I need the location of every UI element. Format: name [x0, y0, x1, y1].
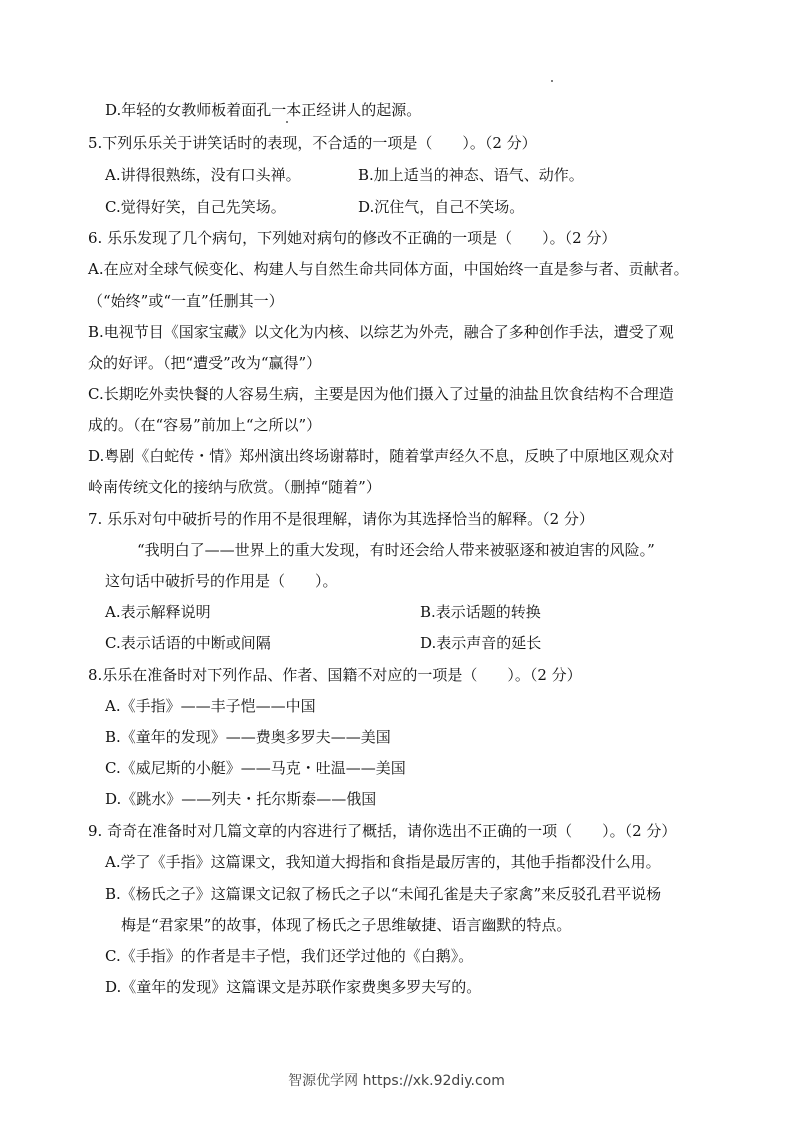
q6-stem: 6. 乐乐发现了几个病句，下列她对病句的修改不正确的一项是（ ）。（2 分） [88, 229, 617, 247]
q4-option-d: D.年轻的女教师板着面孔一本正经讲人的起源。 [105, 101, 422, 119]
q7-sub-question: 这句话中破折号的作用是（ ）。 [105, 572, 338, 590]
q8-option-b: B.《童年的发现》——费奥多罗夫——美国 [105, 728, 391, 746]
q9-stem: 9. 奇奇在准备时对几篇文章的内容进行了概括，请你选出不正确的一项（ ）。（2 分） [88, 822, 677, 840]
q7-option-c: C.表示话语的中断或间隔 [105, 634, 271, 652]
q8-option-d: D.《跳水》——列夫・托尔斯泰——俄国 [105, 790, 377, 808]
q5-stem: 5.下列乐乐关于讲笑话时的表现，不合适的一项是（ ）。（2 分） [88, 134, 537, 152]
q6-option-a-line1: A.在应对全球气候变化、构建人与自然生命共同体方面，中国始终一直是参与者、贡献者。 [88, 260, 689, 278]
q7-stem: 7. 乐乐对句中破折号的作用不是很理解，请你为其选择恰当的解释。（2 分） [88, 510, 594, 528]
q9-option-d: D.《童年的发现》这篇课文是苏联作家费奥多罗夫写的。 [105, 978, 482, 996]
q9-option-c: C.《手指》的作者是丰子恺，我们还学过他的《白鹅》。 [105, 947, 474, 965]
q5-option-b: B.加上适当的神态、语气、动作。 [358, 166, 584, 184]
q6-option-a-line2: （“始终”或“一直”任删其一） [88, 292, 284, 310]
q8-stem: 8.乐乐在准备时对下列作品、作者、国籍不对应的一项是（ ）。（2 分） [88, 666, 582, 684]
q6-option-c-line1: C.长期吃外卖快餐的人容易生病，主要是因为他们摄入了过量的油盐且饮食结构不合理造 [88, 385, 674, 403]
q6-option-d-line2: 岭南传统文化的接纳与欣赏。（删掉“随着”） [88, 478, 381, 496]
scan-speck [551, 80, 553, 82]
footer-watermark: 智源优学网 https://xk.92diy.com [288, 1073, 505, 1089]
q5-option-a: A.讲得很熟练，没有口头禅。 [105, 166, 301, 184]
scan-speck [286, 121, 288, 123]
q6-option-b-line1: B.电视节目《国家宝藏》以文化为内核、以综艺为外壳，融合了多种创作手法，遭受了观 [88, 323, 674, 341]
q9-option-b-line1: B.《杨氏之子》这篇课文记叙了杨氏之子以“未闻孔雀是夫子家禽”来反驳孔君平说杨 [105, 885, 662, 903]
q7-quote: “我明白了——世界上的重大发现，有时还会给人带来被驱逐和被迫害的风险。” [137, 541, 655, 559]
q9-option-b-line2: 梅是“君家果”的故事，体现了杨氏之子思维敏捷、语言幽默的特点。 [121, 916, 572, 934]
q6-option-d-line1: D.粤剧《白蛇传・情》郑州演出终场谢幕时，随着掌声经久不息，反映了中原地区观众对 [88, 447, 675, 465]
q7-option-a: A.表示解释说明 [105, 603, 211, 621]
q8-option-c: C.《威尼斯的小艇》——马克・吐温——美国 [105, 759, 406, 777]
q6-option-c-line2: 成的。（在“容易”前加上“之所以”） [88, 416, 322, 434]
q9-option-a: A.学了《手指》这篇课文，我知道大拇指和食指是最厉害的，其他手指都没什么用。 [105, 853, 661, 871]
q5-option-c: C.觉得好笑，自己先笑场。 [105, 198, 286, 216]
q7-option-d: D.表示声音的延长 [420, 634, 542, 652]
q8-option-a: A.《手指》——丰子恺——中国 [105, 697, 316, 715]
q7-option-b: B.表示话题的转换 [420, 603, 541, 621]
q6-option-b-line2: 众的好评。（把“遭受”改为“赢得”） [88, 354, 322, 372]
q5-option-d: D.沉住气，自己不笑场。 [358, 198, 525, 216]
